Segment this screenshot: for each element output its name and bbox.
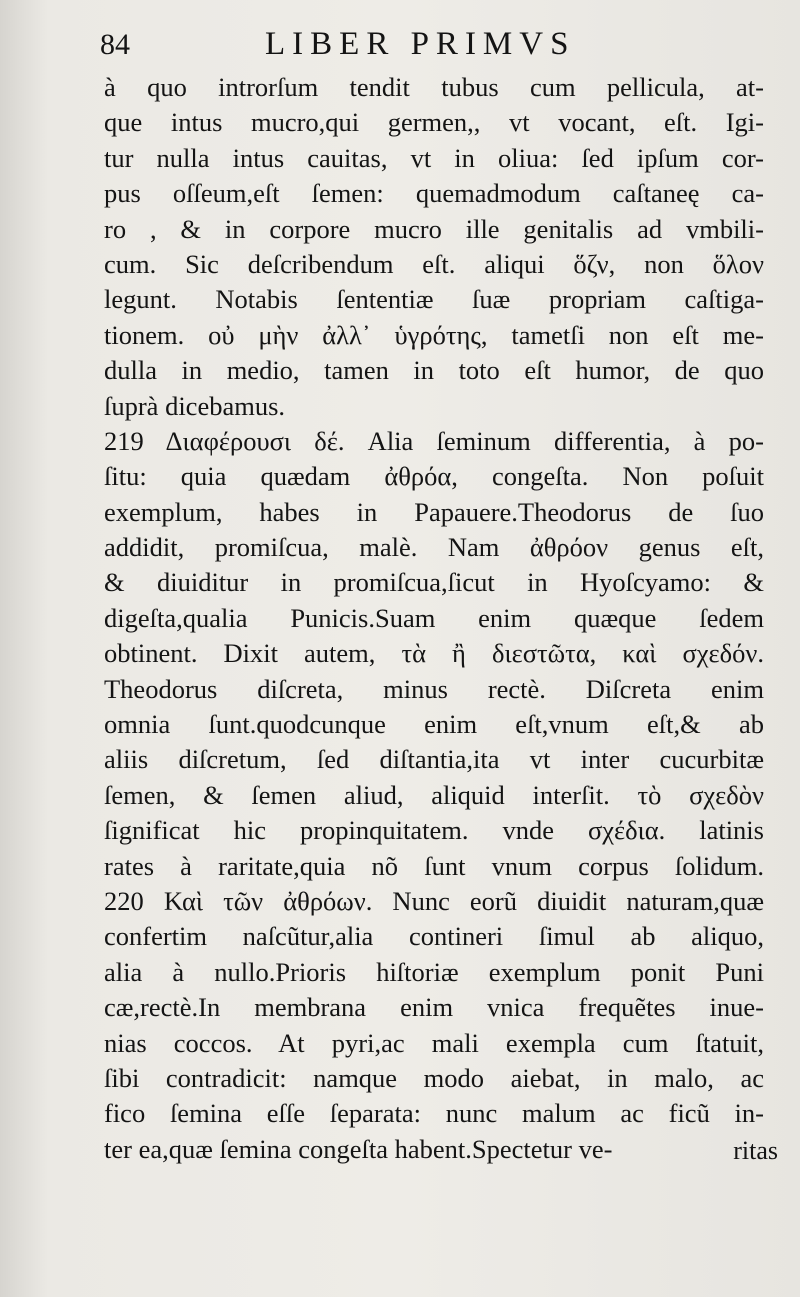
text-line: ſignificat hic propinquitatem. vnde σχέδια. latinis <box>104 815 764 846</box>
text-line: aliis diſcretum, ſed diſtantia,ita vt inter cucurbitæ <box>104 744 764 775</box>
text-line: alia à nullo.Prioris hiſtoriæ exemplum ponit Puni <box>104 956 764 987</box>
text-line: ſitu: quia quædam ἀθρόα, congeſta. Non poſuit <box>104 461 764 492</box>
text-line: pus oſſeum,eſt ſemen: quemadmodum caſtaneę ca- <box>104 178 764 209</box>
page-number: 84 <box>100 28 130 61</box>
text-line: fico ſemina eſſe ſeparata: nunc malum ac ficũ in- <box>104 1098 764 1129</box>
text-line: omnia ſunt.quodcunque enim eſt,vnum eſt,& ab <box>104 709 764 740</box>
text-line: legunt. Notabis ſententiæ ſuæ propriam caſtiga- <box>104 284 764 315</box>
text-line: & diuiditur in promiſcua,ſicut in Hyoſcyamo: & <box>104 567 764 598</box>
text-line: tionem. οὐ μὴν ἀλλ᾽ ὑγρότης, tametſi non eſt me- <box>104 319 764 350</box>
text-line: cum. Sic deſcribendum eſt. aliqui ὅζν, non ὅλον <box>104 248 764 279</box>
text-line: rates à raritate,quia nõ ſunt vnum corpus ſolidum. <box>104 850 764 881</box>
body-text <box>104 70 764 1167</box>
running-title: LIBER PRIMVS <box>265 26 576 62</box>
text-line: confertim naſcũtur,alia contineri ſimul ab aliquo, <box>104 921 764 952</box>
text-line: 220 Καὶ τῶν ἀθρόων. Nunc eorũ diuidit naturam,quæ <box>104 885 764 916</box>
text-line: tur nulla intus cauitas, vt in oliua: ſed ipſum cor- <box>104 142 764 173</box>
text-line: digeſta,qualia Punicis.Suam enim quæque ſedem <box>104 602 764 633</box>
text-line: exemplum, habes in Papauere.Theodorus de ſuo <box>104 496 764 527</box>
text-line: à quo introrſum tendit tubus cum pellicula, at- <box>104 72 764 102</box>
text-line: ſuprà dicebamus. <box>104 390 286 421</box>
text-line: ter ea,quæ ſemina congeſta habent.Spectetur ve- <box>104 1133 613 1164</box>
text-line: Theodorus diſcreta, minus rectè. Diſcreta enim <box>104 673 764 704</box>
text-line: nias coccos. At pyri,ac mali exempla cum ſtatuit, <box>104 1027 764 1058</box>
text-line: obtinent. Dixit autem, τὰ ἢ διεστῶτα, καὶ σχεδόν. <box>104 638 764 669</box>
text-line: que intus mucro,qui germen,, vt vocant, eſt. Igi- <box>104 107 764 138</box>
text-line: 219 Διαφέρουσι δέ. Alia ſeminum differentia, à po- <box>104 425 764 456</box>
page-header <box>100 26 660 72</box>
text-line: dulla in medio, tamen in toto eſt humor, de quo <box>104 355 764 386</box>
text-line: cæ,rectè.In membrana enim vnica frequẽtes inue- <box>104 992 764 1023</box>
text-line: ſibi contradicit: namque modo aiebat, in malo, ac <box>104 1062 764 1093</box>
text-line: ro , & in corpore mucro ille genitalis ad vmbili- <box>104 213 764 244</box>
text-line: ſemen, & ſemen aliud, aliquid interſit. τὸ σχεδὸν <box>104 779 764 810</box>
text-line: addidit, promiſcua, malè. Nam ἀθρόον genus eſt, <box>104 532 764 563</box>
catchword: ritas <box>733 1136 778 1165</box>
